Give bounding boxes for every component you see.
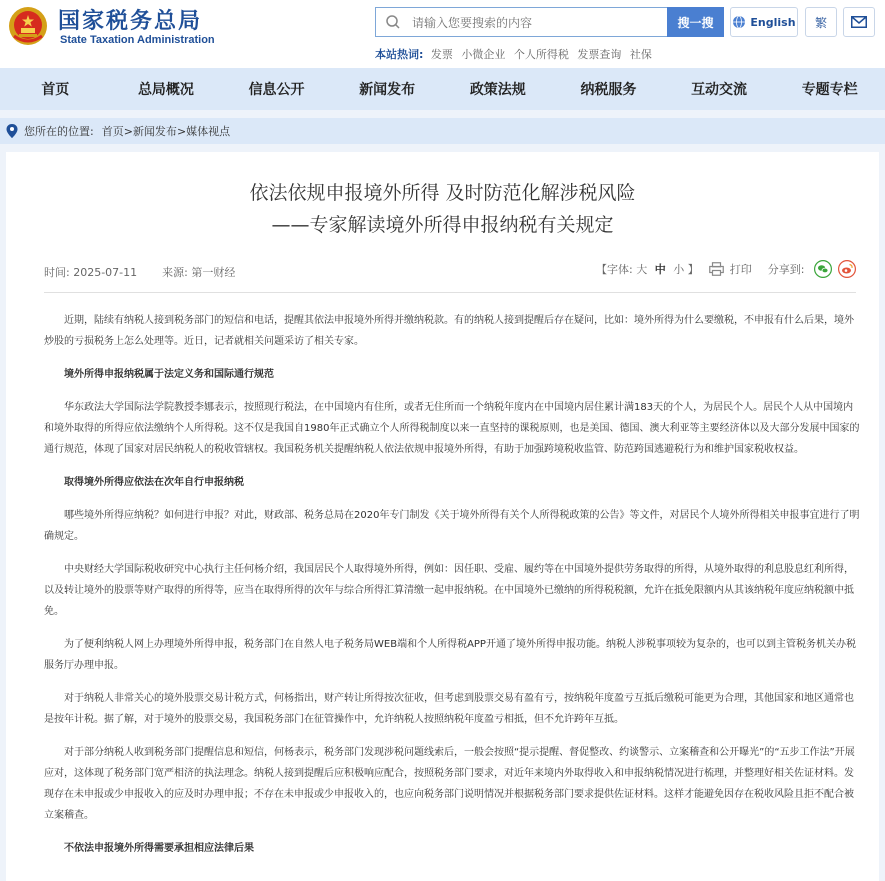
font-size-small[interactable]: 小 — [673, 263, 685, 276]
article-paragraph: 近期，陆续有纳税人接到税务部门的短信和电话，提醒其依法申报境外所得并缴纳税款。有的纳税人接到提醒后存在疑问，比如：境外所得为什么要缴税，不申报有什么后果，境外炒股的亏损税务上怎么处理等。近日，记者就相关问题采访了相关专家。 — [44, 315, 854, 347]
hot-word-link[interactable]: 发票 — [430, 48, 453, 61]
article-paragraph: 华东政法大学国际法学院教授李娜表示，按照现行税法，在中国境内有住所，或者无住所而一个纳税年度内在中国境内居住累计满183天的个人，为居民个人。居民个人从中国境内和境外取得的所得应依法缴纳个人所得税。这不仅是我国自1980年正式确立个人所得税制度以来一直坚持的课税原则，也是美国、德国、澳大利亚等主要经济体以及大部分发展中国家的通行规范，体现了国家对居民纳税人的税收管辖权。我国税务机关提醒纳税人依法依规申报境外所得，有助于加强跨境税收监管、防范跨国逃避税行为和维护国家税收权益。 — [44, 402, 860, 455]
hot-word-link[interactable]: 发票查询 — [577, 48, 622, 61]
font-size-switcher — [596, 261, 699, 277]
hot-words — [375, 46, 657, 62]
font-size-close: 】 — [687, 263, 699, 276]
printer-icon[interactable] — [709, 262, 724, 276]
article-source: 第一财经 — [191, 266, 236, 279]
article-section-heading: 不依法申报境外所得需要承担相应法律后果 — [64, 843, 254, 854]
nav-item-news[interactable]: 新闻发布 — [359, 82, 416, 98]
article-meta — [44, 264, 235, 280]
font-size-medium[interactable]: 中 — [654, 263, 666, 276]
article-body — [44, 310, 860, 871]
national-emblem-icon[interactable] — [8, 6, 48, 46]
main-nav — [0, 68, 885, 110]
hot-words-label: 本站热词: — [375, 48, 424, 61]
traditional-chinese-button[interactable]: 繁 — [805, 7, 837, 37]
breadcrumb-separator: > — [123, 124, 133, 138]
breadcrumb — [0, 118, 885, 144]
breadcrumb-item-media[interactable]: 媒体视点 — [186, 125, 231, 138]
hot-word-link[interactable]: 社保 — [629, 48, 652, 61]
search-icon — [385, 14, 401, 30]
site-logo-subtitle[interactable]: State Taxation Administration — [60, 34, 215, 46]
breadcrumb-item-home[interactable]: 首页 — [101, 125, 124, 138]
english-label: English — [750, 15, 796, 29]
globe-icon — [732, 15, 746, 29]
nav-item-special-topics[interactable]: 专题专栏 — [801, 82, 858, 98]
hot-word-link[interactable]: 小微企业 — [461, 48, 506, 61]
article-section-heading: 取得境外所得应依法在次年自行申报纳税 — [64, 477, 244, 488]
nav-item-policy[interactable]: 政策法规 — [469, 82, 526, 98]
site-header — [0, 0, 885, 68]
nav-item-info-disclosure[interactable]: 信息公开 — [248, 82, 305, 98]
article-title: 依法依规申报境外所得 及时防范化解涉税风险 — [249, 182, 636, 204]
article-paragraph: 为了便利纳税人网上办理境外所得申报，税务部门在自然人电子税务局WEB端和个人所得税APP开通了境外所得申报功能。纳税人涉税事项较为复杂的，也可以到主管税务机关办税服务厅办理申报。 — [44, 639, 856, 671]
wechat-share-icon[interactable] — [814, 260, 832, 278]
hot-word-link[interactable]: 个人所得税 — [513, 48, 569, 61]
publish-time: 2025-07-11 — [73, 266, 138, 279]
meta-divider — [44, 292, 856, 293]
article-paragraph: 对于纳税人非常关心的境外股票交易计税方式，何杨指出，财产转让所得按次征收，但考虑到股票交易有盈有亏，按纳税年度盈亏互抵后缴税可能更为合理，其他国家和地区通常也是按年计税。据了解，对于境外的股票交易，我国税务部门在征管操作中，允许纳税人按照纳税年度盈亏相抵，但不允许跨年互抵。 — [44, 693, 854, 725]
font-size-large[interactable]: 大 — [636, 263, 648, 276]
nav-item-tax-service[interactable]: 纳税服务 — [580, 82, 637, 98]
article-paragraph: 对于部分纳税人收到税务部门提醒信息和短信，何杨表示，税务部门发现涉税问题线索后，一般会按照“提示提醒、督促整改、约谈警示、立案稽查和公开曝光”的“五步工作法”开展应对，这体现了税务部门宽严相济的执法理念。纳税人接到提醒后应积极响应配合，按照税务部门要求，对近年来境内外取得收入和申报纳税情况进行梳理，并整理好相关佐证材料。发现存在未申报或少申报收入的应及时办理申报；不存在未申报或少申报收入的，也应向税务部门说明情况并根据税务部门要求提供佐证材料。这样才能避免因存在税收风险且拒不配合被立案稽查。 — [44, 747, 855, 821]
mail-icon — [851, 16, 867, 28]
search-button[interactable]: 搜一搜 — [667, 7, 724, 37]
article-panel — [6, 152, 879, 881]
mail-button[interactable] — [843, 7, 875, 37]
article-section-heading: 境外所得申报纳税属于法定义务和国际通行规范 — [64, 369, 274, 380]
article-paragraph: 哪些境外所得应纳税？如何进行申报？对此，财政部、税务总局在2020年专门制发《关于境外所得有关个人所得税政策的公告》等文件，对居民个人境外所得相关申报事宜进行了明确规定。 — [44, 510, 860, 542]
nav-item-interaction[interactable]: 互动交流 — [691, 82, 748, 98]
article-tools — [596, 260, 856, 278]
source-label: 来源: — [162, 266, 188, 279]
nav-item-home[interactable]: 首页 — [41, 82, 70, 98]
breadcrumb-separator: > — [176, 124, 187, 138]
english-button[interactable] — [730, 7, 798, 37]
article-paragraph: 中央财经大学国际税收研究中心执行主任何杨介绍，我国居民个人取得境外所得，例如：因任职、受雇、履约等在中国境外提供劳务取得的所得，从境外取得的利息股息红利所得，以及转让境外的股票等财产取得的所得等，应当在取得所得的次年与综合所得汇算清缴一起申报纳税。在中国境外已缴纳的所得税税额，允许在抵免限额内从其该纳税年度应纳税额中抵免。 — [44, 564, 854, 617]
font-size-label: 【字体: — [596, 263, 633, 276]
share-label: 分享到: — [767, 263, 805, 276]
breadcrumb-prefix: 您所在的位置: — [24, 125, 94, 138]
breadcrumb-item-news[interactable]: 新闻发布 — [132, 125, 177, 138]
print-button[interactable]: 打印 — [729, 263, 752, 276]
nav-item-overview[interactable]: 总局概况 — [137, 82, 194, 98]
weibo-share-icon[interactable] — [838, 260, 856, 278]
time-label: 时间: — [44, 266, 70, 279]
search-input[interactable] — [410, 8, 664, 38]
site-logo-title[interactable]: 国家税务总局 — [58, 8, 203, 34]
location-pin-icon — [6, 124, 18, 138]
article-subtitle: ——专家解读境外所得申报纳税有关规定 — [271, 214, 614, 236]
